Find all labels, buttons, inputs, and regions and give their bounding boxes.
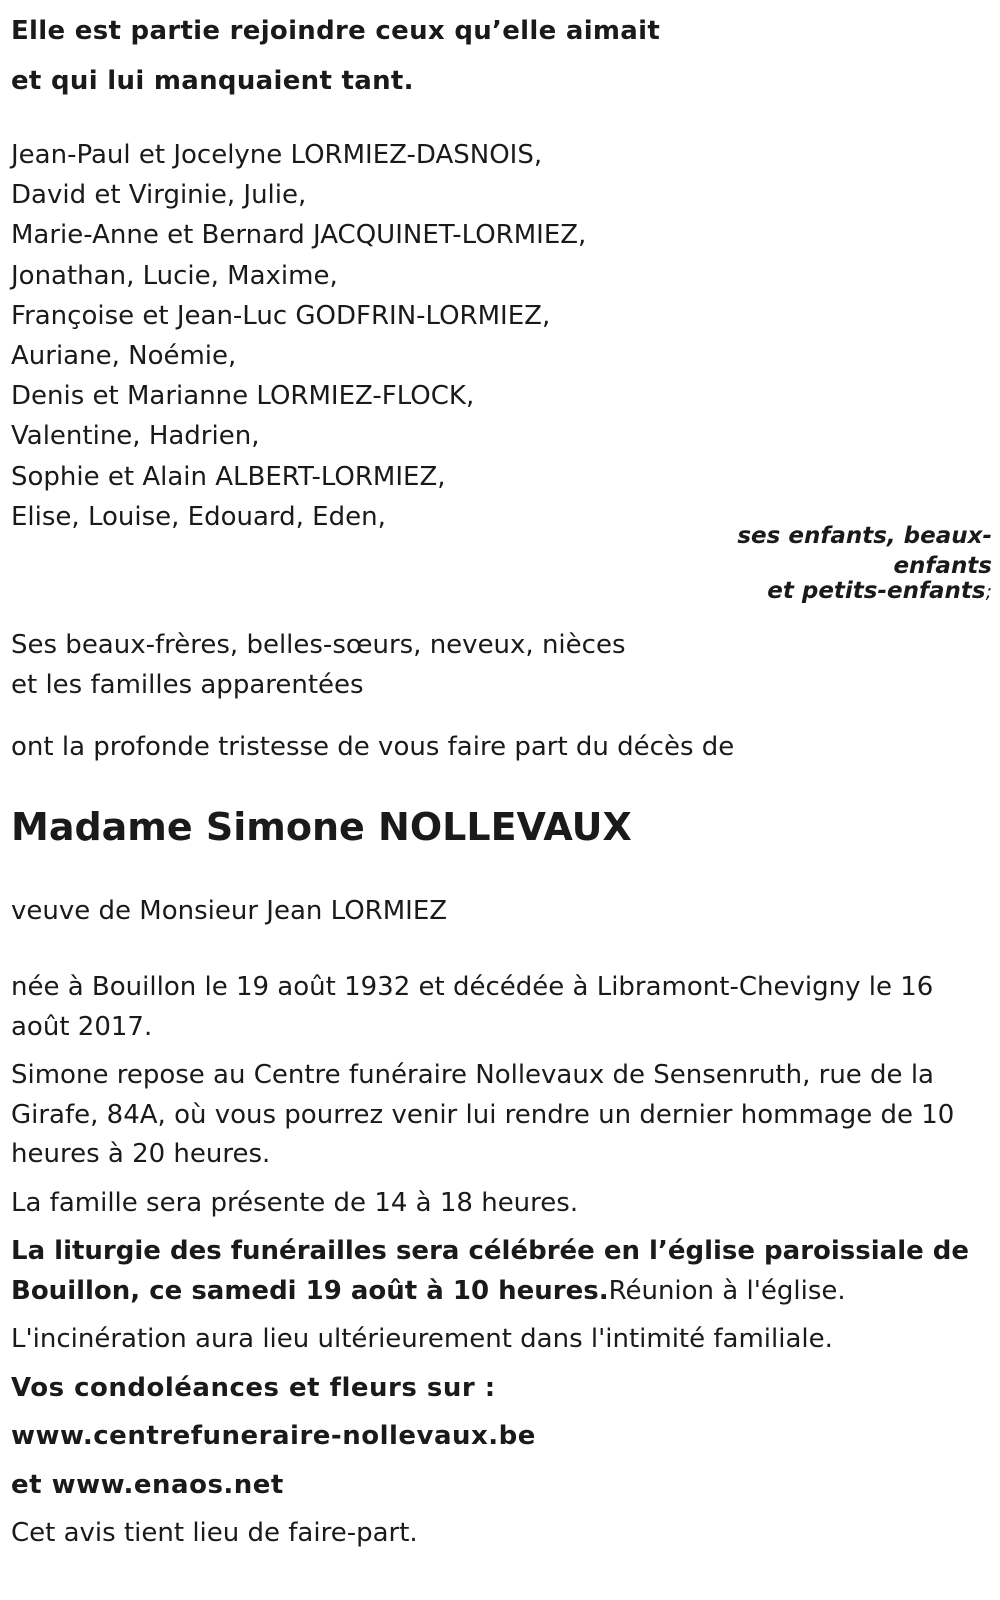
condolences-label: Vos condoléances et fleurs sur : <box>11 1372 496 1403</box>
family-line: Marie-Anne et Bernard JACQUINET-LORMIEZ, <box>11 220 587 251</box>
relation-line-2: enfants <box>893 553 992 579</box>
family-line: Valentine, Hadrien, <box>11 421 260 452</box>
intro-quote <box>11 6 911 106</box>
notice-text: Cet avis tient lieu de faire-part. <box>11 1518 418 1548</box>
announcement-text: ont la profonde tristesse de vous faire part du décès de <box>11 732 735 762</box>
condolences-link-1[interactable]: www.centrefuneraire-nollevaux.be <box>11 1421 536 1451</box>
extended-family-line-2: et les familles apparentées <box>11 670 364 701</box>
family-list <box>11 135 911 537</box>
family-line: Jean-Paul et Jocelyne LORMIEZ-DASNOIS, <box>11 140 543 170</box>
birth-death-text: née à Bouillon le 19 août 1932 et décédée à Libramont-Chevigny le 16 août 2017. <box>11 972 934 1042</box>
incineration-text: L'incinération aura lieu ultérieurement dans l'intimité familiale. <box>11 1324 833 1354</box>
deceased-name: Madame Simone NOLLEVAUX <box>11 805 632 849</box>
family-line: Françoise et Jean-Luc GODFRIN-LORMIEZ, <box>11 300 551 331</box>
family-line: Auriane, Noémie, <box>11 341 237 372</box>
family-line: Jonathan, Lucie, Maxime, <box>11 260 338 291</box>
liturgy-text <box>11 1232 971 1311</box>
relation-punct: ; <box>985 581 992 603</box>
repose-text: Simone repose au Centre funéraire Nollevaux de Sensenruth, rue de la Girafe, 84A, où vous pourrez venir lui rendre un dernier hommage de 10 heures à 20 heures. <box>11 1060 955 1169</box>
relation-line-3 <box>592 579 992 605</box>
widow-of: veuve de Monsieur Jean LORMIEZ <box>11 896 448 926</box>
family-line: David et Virginie, Julie, <box>11 180 307 211</box>
relation-line-3-text: et petits-enfants <box>767 578 986 604</box>
family-line: Denis et Marianne LORMIEZ-FLOCK, <box>11 381 475 412</box>
relation-line-1: ses enfants, beaux- <box>737 523 992 549</box>
extended-family <box>11 625 911 705</box>
family-line: Elise, Louise, Edouard, Eden, <box>11 501 386 532</box>
intro-line-2: et qui lui manquaient tant. <box>11 66 414 96</box>
details-section <box>11 968 971 1563</box>
presence-text: La famille sera présente de 14 à 18 heures. <box>11 1187 579 1218</box>
condolences-link-2[interactable]: et www.enaos.net <box>11 1469 284 1500</box>
intro-line-1: Elle est partie rejoindre ceux qu’elle aimait <box>11 16 661 46</box>
liturgy-rest: Réunion à l'église. <box>608 1275 846 1306</box>
family-line: Sophie et Alain ALBERT-LORMIEZ, <box>11 461 446 492</box>
family-relation <box>592 524 992 605</box>
extended-family-line-1: Ses beaux-frères, belles-sœurs, neveux, nièces <box>11 630 626 660</box>
liturgy-bold: La liturgie des funérailles sera célébrée en l’église paroissiale de Bouillon, ce samedi 19 août à 10 heures. <box>11 1236 970 1306</box>
